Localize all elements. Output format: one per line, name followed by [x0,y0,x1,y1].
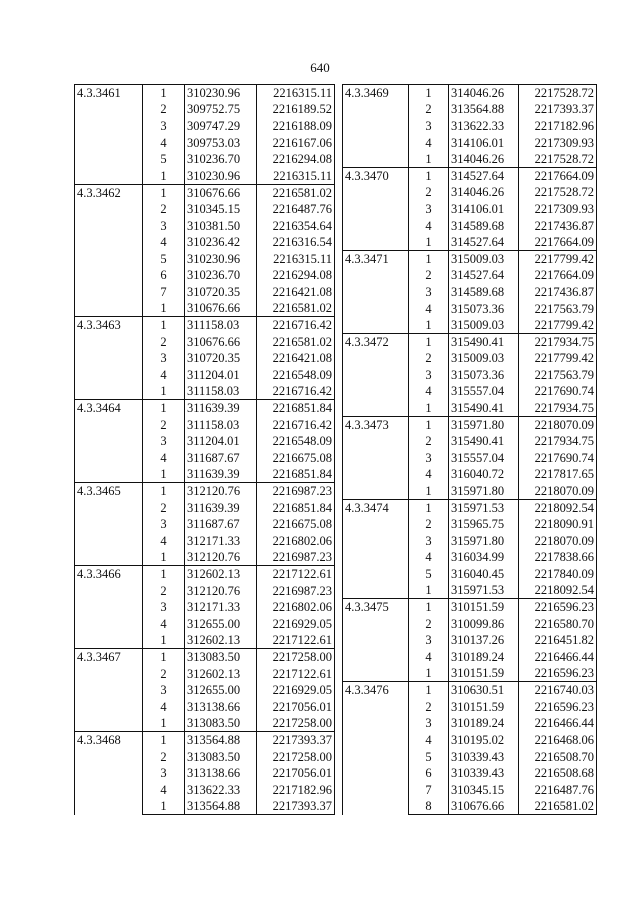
point-number: 1 [143,85,185,102]
x-coordinate: 313083.50 [185,649,257,666]
parcel-id: 4.3.3472 [343,333,409,416]
x-coordinate: 309752.75 [185,101,257,118]
x-coordinate: 312120.76 [185,549,257,566]
point-number: 7 [143,284,185,301]
x-coordinate: 312171.33 [185,599,257,616]
y-coordinate: 2217799.42 [519,250,597,267]
point-number: 4 [409,466,449,483]
point-number: 4 [143,698,185,715]
y-coordinate: 2217258.00 [257,748,335,765]
coordinates-table-left [74,84,335,815]
x-coordinate: 315490.41 [449,433,519,450]
y-coordinate: 2216188.09 [257,118,335,135]
point-number: 1 [143,798,185,815]
point-number: 2 [143,101,185,118]
y-coordinate: 2216802.06 [257,533,335,550]
point-number: 2 [143,201,185,218]
y-coordinate: 2216316.54 [257,234,335,251]
y-coordinate: 2216468.06 [519,732,597,749]
y-coordinate: 2216929.05 [257,616,335,633]
point-number: 1 [143,715,185,732]
x-coordinate: 310151.59 [449,599,519,616]
x-coordinate: 311158.03 [185,317,257,334]
y-coordinate: 2216675.08 [257,450,335,467]
x-coordinate: 310720.35 [185,350,257,367]
table-row [75,649,335,666]
x-coordinate: 310676.66 [185,300,257,317]
point-number: 1 [143,383,185,400]
page-number: 640 [310,60,330,75]
point-number: 1 [143,400,185,417]
y-coordinate: 2216548.09 [257,433,335,450]
x-coordinate: 314589.68 [449,284,519,301]
table-row [75,184,335,201]
point-number: 6 [143,267,185,284]
y-coordinate: 2216354.64 [257,217,335,234]
table-row [75,566,335,583]
y-coordinate: 2216315.11 [257,250,335,267]
table-row [75,400,335,417]
point-number: 3 [409,632,449,649]
parcel-id: 4.3.3474 [343,499,409,599]
point-number: 4 [143,616,185,633]
parcel-id: 4.3.3469 [343,85,409,168]
x-coordinate: 309753.03 [185,134,257,151]
point-number: 3 [143,599,185,616]
parcel-id: 4.3.3463 [75,317,143,400]
point-number: 1 [143,549,185,566]
y-coordinate: 2217056.01 [257,698,335,715]
point-number: 4 [143,533,185,550]
y-coordinate: 2216167.06 [257,134,335,151]
point-number: 6 [409,765,449,782]
y-coordinate: 2217840.09 [519,566,597,583]
point-number: 3 [143,765,185,782]
point-number: 1 [409,416,449,433]
x-coordinate: 315490.41 [449,333,519,350]
x-coordinate: 314106.01 [449,134,519,151]
point-number: 1 [409,582,449,599]
y-coordinate: 2216851.84 [257,400,335,417]
y-coordinate: 2216466.44 [519,715,597,732]
point-number: 2 [143,499,185,516]
point-number: 3 [143,433,185,450]
y-coordinate: 2216548.09 [257,367,335,384]
point-number: 2 [409,516,449,533]
y-coordinate: 2216675.08 [257,516,335,533]
y-coordinate: 2217122.61 [257,632,335,649]
point-number: 2 [409,433,449,450]
y-coordinate: 2216581.02 [257,184,335,201]
point-number: 3 [409,284,449,301]
y-coordinate: 2216421.08 [257,350,335,367]
y-coordinate: 2217934.75 [519,333,597,350]
x-coordinate: 312120.76 [185,582,257,599]
point-number: 4 [143,781,185,798]
y-coordinate: 2217436.87 [519,284,597,301]
point-number: 1 [143,300,185,317]
table-row [343,333,597,350]
point-number: 4 [409,649,449,666]
point-number: 3 [143,217,185,234]
y-coordinate: 2216466.44 [519,649,597,666]
point-number: 1 [143,466,185,483]
y-coordinate: 2217664.09 [519,267,597,284]
point-number: 1 [409,85,449,102]
y-coordinate: 2218090.91 [519,516,597,533]
point-number: 1 [409,234,449,251]
x-coordinate: 316034.99 [449,549,519,566]
x-coordinate: 310230.96 [185,167,257,184]
y-coordinate: 2217799.42 [519,317,597,334]
point-number: 1 [409,167,449,184]
point-number: 5 [143,151,185,168]
parcel-id: 4.3.3461 [75,85,143,185]
y-coordinate: 2217182.96 [519,118,597,135]
point-number: 5 [409,566,449,583]
x-coordinate: 311204.01 [185,433,257,450]
y-coordinate: 2217934.75 [519,400,597,417]
x-coordinate: 310345.15 [449,781,519,798]
parcel-id: 4.3.3467 [75,649,143,732]
x-coordinate: 315009.03 [449,317,519,334]
point-number: 2 [409,184,449,201]
x-coordinate: 315557.04 [449,450,519,467]
x-coordinate: 310151.59 [449,665,519,682]
y-coordinate: 2218092.54 [519,582,597,599]
point-number: 1 [409,333,449,350]
point-number: 2 [143,333,185,350]
y-coordinate: 2216716.42 [257,383,335,400]
y-coordinate: 2217934.75 [519,433,597,450]
point-number: 4 [143,134,185,151]
x-coordinate: 313083.50 [185,748,257,765]
x-coordinate: 310630.51 [449,682,519,699]
x-coordinate: 310345.15 [185,201,257,218]
y-coordinate: 2216716.42 [257,317,335,334]
y-coordinate: 2217563.79 [519,300,597,317]
y-coordinate: 2217528.72 [519,85,597,102]
point-number: 1 [143,732,185,749]
point-number: 5 [143,250,185,267]
x-coordinate: 311158.03 [185,416,257,433]
point-number: 2 [409,267,449,284]
y-coordinate: 2217182.96 [257,781,335,798]
point-number: 2 [409,616,449,633]
point-number: 1 [409,400,449,417]
y-coordinate: 2216315.11 [257,167,335,184]
x-coordinate: 310099.86 [449,616,519,633]
point-number: 3 [409,715,449,732]
y-coordinate: 2216851.84 [257,466,335,483]
y-coordinate: 2216581.02 [257,300,335,317]
point-number: 3 [143,682,185,699]
y-coordinate: 2217664.09 [519,167,597,184]
point-number: 4 [409,549,449,566]
y-coordinate: 2217528.72 [519,151,597,168]
x-coordinate: 311687.67 [185,450,257,467]
x-coordinate: 310195.02 [449,732,519,749]
x-coordinate: 310236.70 [185,267,257,284]
table-row [343,682,597,699]
y-coordinate: 2218070.09 [519,416,597,433]
x-coordinate: 315971.53 [449,582,519,599]
point-number: 4 [409,732,449,749]
point-number: 2 [143,665,185,682]
point-number: 5 [409,748,449,765]
x-coordinate: 314046.26 [449,151,519,168]
parcel-id: 4.3.3466 [75,566,143,649]
x-coordinate: 311639.39 [185,400,257,417]
point-number: 3 [143,516,185,533]
parcel-id: 4.3.3468 [75,732,143,815]
x-coordinate: 311687.67 [185,516,257,533]
y-coordinate: 2216596.23 [519,599,597,616]
x-coordinate: 311639.39 [185,466,257,483]
x-coordinate: 314046.26 [449,184,519,201]
point-number: 3 [143,350,185,367]
x-coordinate: 313622.33 [185,781,257,798]
x-coordinate: 310230.96 [185,250,257,267]
y-coordinate: 2216508.70 [519,748,597,765]
parcel-id: 4.3.3476 [343,682,409,815]
y-coordinate: 2216596.23 [519,698,597,715]
point-number: 2 [409,350,449,367]
point-number: 1 [409,483,449,500]
y-coordinate: 2216987.23 [257,483,335,500]
point-number: 4 [143,367,185,384]
point-number: 1 [409,151,449,168]
x-coordinate: 311158.03 [185,383,257,400]
point-number: 2 [143,748,185,765]
x-coordinate: 313564.88 [185,732,257,749]
x-coordinate: 311204.01 [185,367,257,384]
x-coordinate: 310720.35 [185,284,257,301]
x-coordinate: 311639.39 [185,499,257,516]
x-coordinate: 313083.50 [185,715,257,732]
x-coordinate: 313564.88 [449,101,519,118]
x-coordinate: 315971.53 [449,499,519,516]
point-number: 3 [409,450,449,467]
y-coordinate: 2217122.61 [257,665,335,682]
x-coordinate: 310676.66 [449,798,519,815]
point-number: 1 [409,665,449,682]
y-coordinate: 2216716.42 [257,416,335,433]
parcel-id: 4.3.3464 [75,400,143,483]
point-number: 1 [409,599,449,616]
y-coordinate: 2217799.42 [519,350,597,367]
y-coordinate: 2216294.08 [257,151,335,168]
x-coordinate: 313138.66 [185,765,257,782]
point-number: 4 [143,234,185,251]
y-coordinate: 2216596.23 [519,665,597,682]
parcel-id: 4.3.3465 [75,483,143,566]
table-row [343,250,597,267]
y-coordinate: 2217393.37 [519,101,597,118]
x-coordinate: 315971.80 [449,483,519,500]
parcel-id: 4.3.3470 [343,167,409,250]
y-coordinate: 2216987.23 [257,582,335,599]
point-number: 1 [143,184,185,201]
y-coordinate: 2217664.09 [519,234,597,251]
point-number: 1 [143,483,185,500]
x-coordinate: 310189.24 [449,715,519,732]
y-coordinate: 2217690.74 [519,450,597,467]
y-coordinate: 2216487.76 [519,781,597,798]
x-coordinate: 315490.41 [449,400,519,417]
point-number: 1 [409,250,449,267]
table-row [75,85,335,102]
x-coordinate: 310151.59 [449,698,519,715]
point-number: 1 [143,649,185,666]
x-coordinate: 312120.76 [185,483,257,500]
table-row [343,85,597,102]
x-coordinate: 310676.66 [185,333,257,350]
y-coordinate: 2216929.05 [257,682,335,699]
point-number: 1 [143,566,185,583]
x-coordinate: 309747.29 [185,118,257,135]
y-coordinate: 2217690.74 [519,383,597,400]
point-number: 2 [143,416,185,433]
point-number: 1 [143,167,185,184]
x-coordinate: 315971.80 [449,533,519,550]
point-number: 2 [409,101,449,118]
point-number: 3 [143,118,185,135]
y-coordinate: 2216581.02 [519,798,597,815]
y-coordinate: 2217436.87 [519,217,597,234]
y-coordinate: 2216487.76 [257,201,335,218]
x-coordinate: 310381.50 [185,217,257,234]
point-number: 2 [143,582,185,599]
y-coordinate: 2216315.11 [257,85,335,102]
y-coordinate: 2218092.54 [519,499,597,516]
x-coordinate: 310189.24 [449,649,519,666]
x-coordinate: 314589.68 [449,217,519,234]
x-coordinate: 312655.00 [185,682,257,699]
point-number: 3 [409,118,449,135]
x-coordinate: 310236.42 [185,234,257,251]
point-number: 1 [143,632,185,649]
x-coordinate: 313564.88 [185,798,257,815]
y-coordinate: 2218070.09 [519,483,597,500]
y-coordinate: 2216987.23 [257,549,335,566]
y-coordinate: 2216581.02 [257,333,335,350]
y-coordinate: 2217258.00 [257,649,335,666]
y-coordinate: 2217393.37 [257,798,335,815]
point-number: 3 [409,201,449,218]
x-coordinate: 312602.13 [185,665,257,682]
point-number: 1 [409,317,449,334]
x-coordinate: 315971.80 [449,416,519,433]
point-number: 1 [143,317,185,334]
y-coordinate: 2217838.66 [519,549,597,566]
y-coordinate: 2216421.08 [257,284,335,301]
x-coordinate: 314527.64 [449,234,519,251]
parcel-id: 4.3.3473 [343,416,409,499]
y-coordinate: 2217056.01 [257,765,335,782]
parcel-id: 4.3.3462 [75,184,143,317]
x-coordinate: 315009.03 [449,250,519,267]
x-coordinate: 314527.64 [449,167,519,184]
y-coordinate: 2216508.68 [519,765,597,782]
coordinates-table-right [342,84,597,815]
y-coordinate: 2216189.52 [257,101,335,118]
point-number: 3 [409,533,449,550]
x-coordinate: 315073.36 [449,300,519,317]
x-coordinate: 310676.66 [185,184,257,201]
x-coordinate: 316040.45 [449,566,519,583]
point-number: 1 [409,499,449,516]
x-coordinate: 315073.36 [449,367,519,384]
point-number: 2 [409,698,449,715]
point-number: 4 [409,134,449,151]
table-row [343,416,597,433]
table-row [343,167,597,184]
x-coordinate: 310339.43 [449,765,519,782]
x-coordinate: 314106.01 [449,201,519,218]
x-coordinate: 316040.72 [449,466,519,483]
parcel-id: 4.3.3471 [343,250,409,333]
x-coordinate: 312602.13 [185,566,257,583]
table-row [343,599,597,616]
y-coordinate: 2216294.08 [257,267,335,284]
point-number: 7 [409,781,449,798]
y-coordinate: 2217528.72 [519,184,597,201]
x-coordinate: 315965.75 [449,516,519,533]
point-number: 3 [409,367,449,384]
point-number: 4 [143,450,185,467]
point-number: 4 [409,300,449,317]
x-coordinate: 313138.66 [185,698,257,715]
y-coordinate: 2217817.65 [519,466,597,483]
y-coordinate: 2218070.09 [519,533,597,550]
x-coordinate: 312602.13 [185,632,257,649]
x-coordinate: 313622.33 [449,118,519,135]
y-coordinate: 2217258.00 [257,715,335,732]
x-coordinate: 310137.26 [449,632,519,649]
table-row [343,499,597,516]
point-number: 4 [409,383,449,400]
y-coordinate: 2216451.82 [519,632,597,649]
y-coordinate: 2216580.70 [519,616,597,633]
x-coordinate: 312655.00 [185,616,257,633]
table-row [75,483,335,500]
x-coordinate: 312171.33 [185,533,257,550]
x-coordinate: 315557.04 [449,383,519,400]
point-number: 1 [409,682,449,699]
x-coordinate: 315009.03 [449,350,519,367]
parcel-id: 4.3.3475 [343,599,409,682]
y-coordinate: 2217309.93 [519,134,597,151]
x-coordinate: 310339.43 [449,748,519,765]
x-coordinate: 314527.64 [449,267,519,284]
point-number: 4 [409,217,449,234]
y-coordinate: 2217563.79 [519,367,597,384]
table-row [75,317,335,334]
y-coordinate: 2216740.03 [519,682,597,699]
y-coordinate: 2216851.84 [257,499,335,516]
x-coordinate: 314046.26 [449,85,519,102]
point-number: 8 [409,798,449,815]
x-coordinate: 310230.96 [185,85,257,102]
y-coordinate: 2217393.37 [257,732,335,749]
table-row [75,732,335,749]
y-coordinate: 2216802.06 [257,599,335,616]
x-coordinate: 310236.70 [185,151,257,168]
y-coordinate: 2217309.93 [519,201,597,218]
y-coordinate: 2217122.61 [257,566,335,583]
